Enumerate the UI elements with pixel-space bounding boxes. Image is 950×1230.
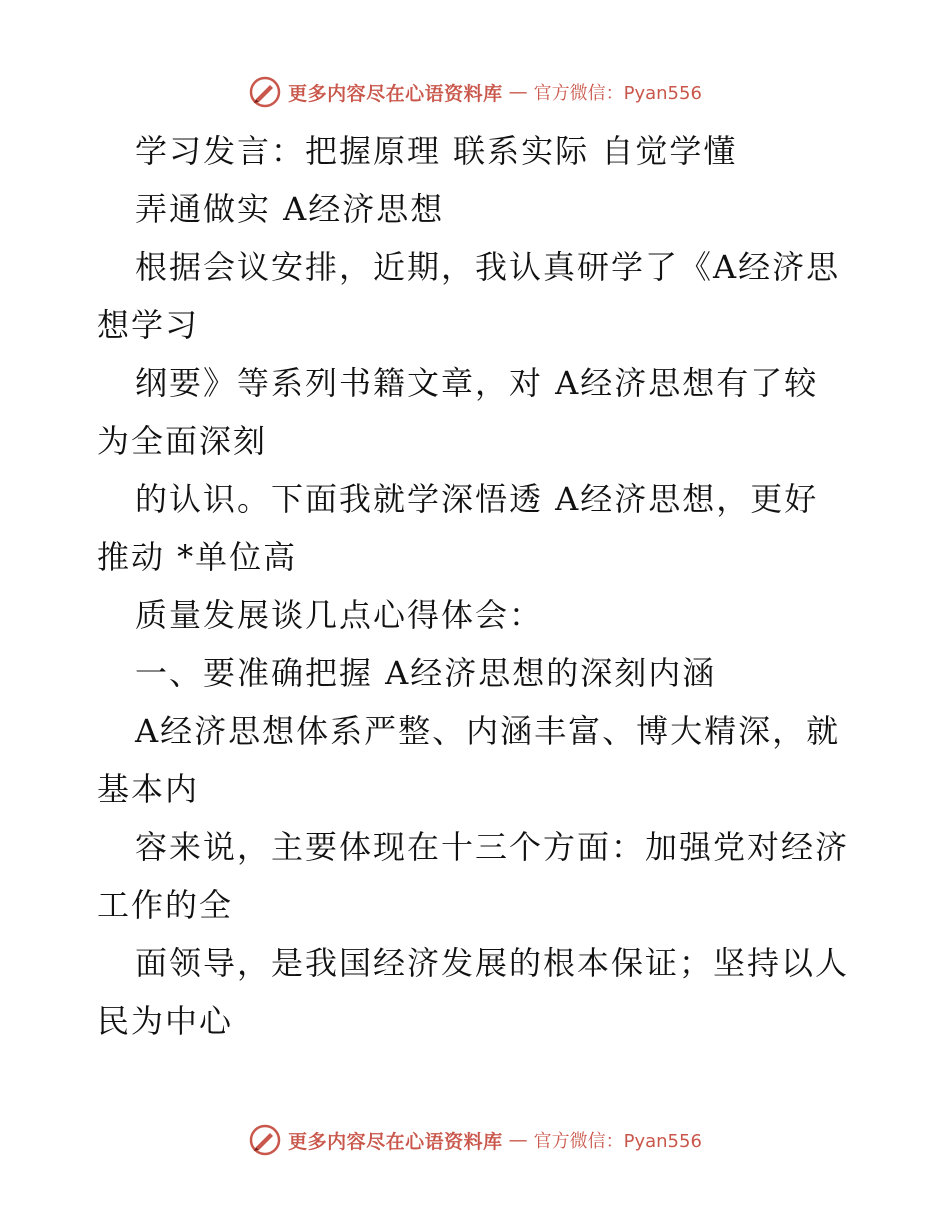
paragraph-line: 根据会议安排，近期，我认真研学了《A经济思 (135, 248, 841, 286)
watermark-contact: 官方微信：Pyan556 (533, 83, 702, 104)
pen-logo-icon (248, 1123, 282, 1157)
watermark-contact: 官方微信：Pyan556 (533, 1131, 702, 1152)
watermark-footer (0, 1120, 950, 1160)
watermark-header (0, 72, 950, 112)
pen-logo-icon (248, 75, 282, 109)
paragraph-line: 纲要》等系列书籍文章，对 A经济思想有了较 (135, 364, 819, 402)
paragraph-line: 工作的全 (97, 886, 234, 924)
paragraph-line: 想学习 (97, 306, 200, 344)
paragraph-line: 面领导，是我国经济发展的根本保证；坚持以人 (135, 944, 850, 982)
paragraph-line: 为全面深刻 (97, 422, 268, 460)
document-title-line-2: 弄通做实 A经济思想 (135, 190, 445, 228)
watermark-title: 更多内容尽在心语资料库 (288, 1130, 503, 1153)
paragraph-line: 的认识。下面我就学深悟透 A经济思想，更好 (135, 480, 819, 518)
paragraph-line: A经济思想体系严整、内涵丰富、博大精深，就 (135, 712, 841, 750)
paragraph-line: 民为中心 (97, 1002, 234, 1040)
watermark-separator: — (508, 1129, 528, 1151)
paragraph-line: 质量发展谈几点心得体会： (135, 596, 544, 634)
section-heading: 一、要准确把握 A经济思想的深刻内涵 (135, 654, 717, 692)
paragraph-line: 基本内 (97, 770, 200, 808)
watermark-separator: — (508, 81, 528, 103)
document-body (97, 122, 857, 1050)
document-title-line-1: 学习发言：把握原理 联系实际 自觉学懂 (135, 132, 738, 170)
watermark-title: 更多内容尽在心语资料库 (288, 82, 503, 105)
paragraph-line: 推动 *单位高 (97, 538, 298, 576)
paragraph-line: 容来说，主要体现在十三个方面：加强党对经济 (135, 828, 850, 866)
